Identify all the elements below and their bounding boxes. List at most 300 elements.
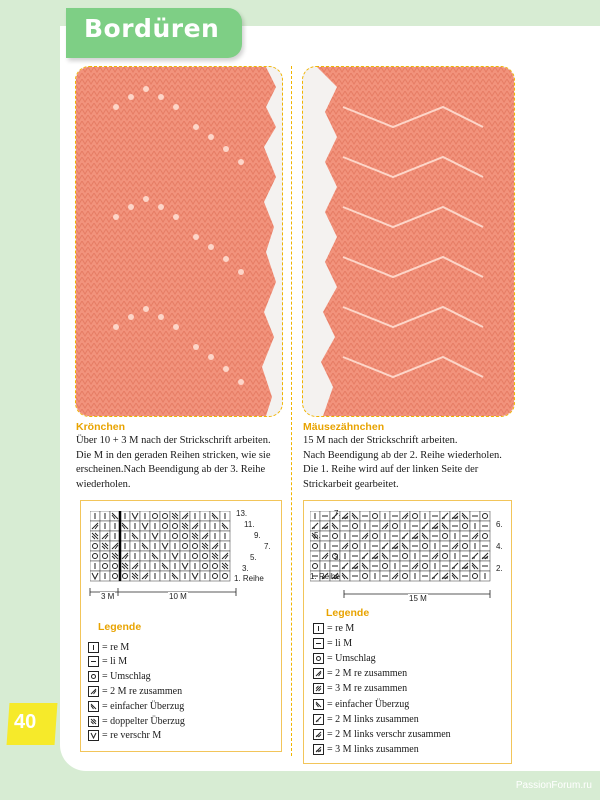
chart-cell <box>310 561 320 571</box>
chart-cell <box>340 521 350 531</box>
purl-icon <box>313 638 324 649</box>
chart-cell <box>180 541 190 551</box>
chart-cell <box>110 551 120 561</box>
chart-cell <box>350 551 360 561</box>
p2tog-tbl-icon <box>313 729 324 740</box>
chart-cell <box>370 571 380 581</box>
chart-cell <box>220 521 230 531</box>
chart-cell <box>370 531 380 541</box>
chart-cell <box>410 521 420 531</box>
chart-cell <box>120 541 130 551</box>
row-number: 5. <box>314 531 321 540</box>
knit-icon <box>313 623 324 634</box>
chart-cell <box>150 531 160 541</box>
legend-item-text: = 2 M links zusammen <box>327 713 419 725</box>
chart-cell <box>330 561 340 571</box>
chart-cell <box>110 521 120 531</box>
chart-cell <box>210 551 220 561</box>
chart-cell <box>320 531 330 541</box>
chart-cell <box>320 551 330 561</box>
chart-cell <box>410 561 420 571</box>
chart-cell <box>100 571 110 581</box>
chart-cell <box>460 541 470 551</box>
first-row-label: 1. Reihe <box>310 572 340 581</box>
chart-cell <box>180 571 190 581</box>
ssk-icon <box>88 701 99 712</box>
chart-cell <box>430 571 440 581</box>
photo-maeusezaehnchen <box>302 66 515 417</box>
yarn-over-icon <box>313 653 324 664</box>
chart-cell <box>330 541 340 551</box>
chart-cell <box>360 571 370 581</box>
chart-cell <box>340 551 350 561</box>
chart-cell <box>390 531 400 541</box>
chart-cell <box>320 521 330 531</box>
chart-cell <box>420 511 430 521</box>
chart-cell <box>210 561 220 571</box>
chart-cell <box>160 571 170 581</box>
chart-cell <box>390 511 400 521</box>
legend-item-text: = 2 M re zusammen <box>327 668 408 680</box>
chart-cell <box>130 551 140 561</box>
row-number: 13. <box>236 509 248 518</box>
legend-item <box>88 729 161 743</box>
description-line: 15 M nach der Strickschrift arbeiten. <box>303 435 458 446</box>
description-line: Die 1. Reihe wird auf der linken Seite der <box>303 464 479 475</box>
chart-cell <box>390 571 400 581</box>
chart-cell <box>190 511 200 521</box>
chart-cell <box>480 551 490 561</box>
chart-cell <box>470 521 480 531</box>
chart-cell <box>310 541 320 551</box>
chart-cell <box>200 521 210 531</box>
legend-item-text: = doppelter Überzug <box>102 715 185 727</box>
legend-title: Legende <box>98 621 142 633</box>
purl-icon <box>88 656 99 667</box>
chart-cell <box>350 521 360 531</box>
chart-cell <box>130 531 140 541</box>
chart-cell <box>370 541 380 551</box>
chart-cell <box>100 541 110 551</box>
repeat-label-main: 15 M <box>409 594 427 603</box>
chart-cell <box>450 571 460 581</box>
chart-cell <box>440 521 450 531</box>
chart-cell <box>430 561 440 571</box>
legend-item <box>313 636 352 650</box>
chart-cell <box>430 541 440 551</box>
chart-cell <box>410 511 420 521</box>
legend-item <box>88 714 185 728</box>
chart-cell <box>430 521 440 531</box>
chart-cell <box>470 561 480 571</box>
chart-cell <box>110 571 120 581</box>
chart-cell <box>340 511 350 521</box>
chart-cell <box>340 561 350 571</box>
chart-cell <box>350 511 360 521</box>
chart-cell <box>460 531 470 541</box>
chart-cell <box>470 531 480 541</box>
chart-cell <box>140 541 150 551</box>
chart-cell <box>400 551 410 561</box>
chart-cell <box>170 571 180 581</box>
chart-cell <box>140 561 150 571</box>
legend-item-text: = Umschlag <box>327 652 376 664</box>
chart-cell <box>400 571 410 581</box>
chart-cell <box>200 571 210 581</box>
chart-cell <box>410 531 420 541</box>
chart-cell <box>90 561 100 571</box>
chart-cell <box>450 541 460 551</box>
chart-cell <box>310 511 320 521</box>
description-line: wiederholen. <box>76 478 131 490</box>
legend-item <box>313 682 407 696</box>
chart-cell <box>90 511 100 521</box>
pattern-title-maeusezaehnchen: Mäusezähnchen <box>303 421 385 433</box>
legend-item <box>313 697 409 711</box>
chart-cell <box>90 571 100 581</box>
knit-icon <box>88 642 99 653</box>
chart-cell <box>340 531 350 541</box>
chart-cell <box>150 541 160 551</box>
chart-cell <box>180 521 190 531</box>
chart-cell <box>100 551 110 561</box>
chart-cell <box>360 531 370 541</box>
description-line: Über 10 + 3 M nach der Strickschrift arbeiten. <box>76 435 271 446</box>
chart-cell <box>330 521 340 531</box>
chart-cell <box>190 541 200 551</box>
chart-cell <box>180 551 190 561</box>
chart-cell <box>320 561 330 571</box>
legend-item-text: = re verschr M <box>102 730 162 742</box>
chart-cell <box>330 531 340 541</box>
knit-swatch-image-right <box>303 67 514 416</box>
chart-cell <box>150 561 160 571</box>
chart-cell <box>440 511 450 521</box>
legend-item-text: = li M <box>102 656 128 668</box>
chart-cell <box>190 571 200 581</box>
p2tog-icon <box>313 714 324 725</box>
chart-cell <box>400 561 410 571</box>
chart-cell <box>100 531 110 541</box>
chart-cell <box>190 531 200 541</box>
pattern-description-kroenchen <box>76 434 281 492</box>
ssk-icon <box>313 699 324 710</box>
chart-cell <box>220 561 230 571</box>
legend-item-text: = 3 M re zusammen <box>327 683 408 695</box>
description-line: Die M in den geraden Reihen stricken, wie sie <box>76 449 271 461</box>
chart-cell <box>180 511 190 521</box>
chart-cell <box>430 511 440 521</box>
legend-item <box>313 621 354 635</box>
chart-cell <box>470 511 480 521</box>
chart-cell <box>350 561 360 571</box>
legend-item <box>313 727 451 741</box>
legend-item <box>88 684 182 698</box>
chart-cell <box>200 541 210 551</box>
chart-cell <box>120 531 130 541</box>
legend-item-text: = li M <box>327 637 353 649</box>
chart-cell <box>450 561 460 571</box>
chart-cell <box>130 561 140 571</box>
chart-cell <box>140 531 150 541</box>
row-number: 7. <box>264 542 271 551</box>
chart-cell <box>220 531 230 541</box>
chart-cell <box>190 551 200 561</box>
page-number: 40 <box>14 711 37 733</box>
chart-cell <box>210 571 220 581</box>
knit-swatch-image-left <box>76 67 282 416</box>
knit-tbl-icon <box>88 730 99 741</box>
chart-cell <box>90 531 100 541</box>
chart-cell <box>130 511 140 521</box>
chart-cell <box>210 511 220 521</box>
chart-cell <box>390 551 400 561</box>
chart-cell <box>160 521 170 531</box>
column-divider <box>291 66 292 756</box>
description-line: Nach Beendigung ab der 2. Reihe wiederholen. <box>303 449 502 461</box>
chart-cell <box>90 521 100 531</box>
chart-cell <box>170 561 180 571</box>
chart-cell <box>320 541 330 551</box>
chart-cell <box>460 521 470 531</box>
legend-item <box>88 699 184 713</box>
row-number: 3. <box>334 553 341 562</box>
chart-cell <box>160 561 170 571</box>
chart-cell <box>170 511 180 521</box>
legend-item <box>88 640 129 654</box>
description-line: erscheinen.Nach Beendigung ab der 3. Reihe <box>76 464 266 475</box>
chart-cell <box>170 531 180 541</box>
chart-cell <box>420 531 430 541</box>
chart-cell <box>310 521 320 531</box>
legend-item-text: = 2 M links verschr zusammen <box>327 728 451 740</box>
chart-cell <box>200 561 210 571</box>
pattern-description-maeusezaehnchen <box>303 434 513 492</box>
chart-cell <box>110 511 120 521</box>
chart-cell <box>140 521 150 531</box>
chart-cell <box>170 521 180 531</box>
chart-cell <box>220 551 230 561</box>
chart-cell <box>380 571 390 581</box>
k3tog-icon <box>313 683 324 694</box>
legend-item <box>313 743 419 757</box>
chart-cell <box>390 541 400 551</box>
first-row-label: 1. Reihe <box>234 574 264 583</box>
chart-cell <box>390 561 400 571</box>
chart-cell <box>440 531 450 541</box>
chart-cell <box>370 521 380 531</box>
chart-cell <box>420 561 430 571</box>
p3tog-icon <box>313 744 324 755</box>
chart-cell <box>480 561 490 571</box>
chart-cell <box>480 521 490 531</box>
chart-cell <box>360 541 370 551</box>
chart-cell <box>360 561 370 571</box>
row-number: 11. <box>244 520 255 529</box>
legend-item <box>313 667 407 681</box>
chart-cell <box>150 511 160 521</box>
chart-cell <box>480 571 490 581</box>
repeat-label-edge: 3 M <box>101 592 115 601</box>
watermark: PassionForum.ru <box>515 780 592 791</box>
chart-cell <box>400 521 410 531</box>
repeat-label-main: 10 M <box>169 592 187 601</box>
chart-cell <box>140 511 150 521</box>
row-number: 5. <box>250 553 257 562</box>
chart-cell <box>200 511 210 521</box>
chart-cell <box>170 541 180 551</box>
chart-cell <box>170 551 180 561</box>
chart-cell <box>210 541 220 551</box>
page-title: Bordüren <box>84 14 220 43</box>
legend-item-text: = re M <box>327 622 355 634</box>
chart-cell <box>390 521 400 531</box>
k2tog-icon <box>88 686 99 697</box>
chart-cell <box>220 571 230 581</box>
chart-cell <box>370 561 380 571</box>
double-decrease-icon <box>88 716 99 727</box>
chart-cell <box>100 561 110 571</box>
chart-cell <box>430 551 440 561</box>
chart-cell <box>400 531 410 541</box>
chart-cell <box>470 551 480 561</box>
chart-cell <box>380 511 390 521</box>
chart-cell <box>150 521 160 531</box>
chart-cell <box>480 511 490 521</box>
chart-cell <box>310 551 320 561</box>
chart-cell <box>380 521 390 531</box>
chart-cell <box>440 541 450 551</box>
chart-cell <box>220 541 230 551</box>
legend-item <box>313 712 419 726</box>
chart-cell <box>160 541 170 551</box>
chart-cell <box>120 511 130 521</box>
chart-cell <box>210 521 220 531</box>
chart-cell <box>130 521 140 531</box>
chart-cell <box>380 531 390 541</box>
chart-cell <box>150 551 160 561</box>
chart-cell <box>470 541 480 551</box>
chart-cell <box>480 541 490 551</box>
chart-cell <box>320 511 330 521</box>
chart-cell <box>130 541 140 551</box>
chart-cell <box>120 521 130 531</box>
chart-cell <box>380 541 390 551</box>
row-number: 2. <box>496 564 503 573</box>
chart-cell <box>360 511 370 521</box>
chart-cell <box>120 551 130 561</box>
chart-cell <box>360 551 370 561</box>
chart-cell <box>150 571 160 581</box>
chart-cell <box>410 551 420 561</box>
chart-cell <box>180 531 190 541</box>
chart-cell <box>410 541 420 551</box>
chart-cell <box>140 551 150 561</box>
legend-title: Legende <box>326 607 370 619</box>
chart-cell <box>180 561 190 571</box>
row-number: 3. <box>242 564 249 573</box>
row-number: 6. <box>496 520 503 529</box>
chart-cell <box>210 531 220 541</box>
photo-kroenchen <box>75 66 283 417</box>
legend-item <box>88 655 127 669</box>
chart-cell <box>190 521 200 531</box>
legend-item-text: = einfacher Überzug <box>327 698 410 710</box>
chart-cell <box>160 531 170 541</box>
chart-cell <box>430 531 440 541</box>
row-number: 4. <box>496 542 503 551</box>
chart-cell <box>110 541 120 551</box>
chart-cell <box>380 561 390 571</box>
k2tog-icon <box>313 668 324 679</box>
chart-cell <box>220 511 230 521</box>
chart-cell <box>440 571 450 581</box>
chart-cell <box>350 531 360 541</box>
chart-cell <box>420 571 430 581</box>
chart-cell <box>450 521 460 531</box>
chart-cell <box>370 511 380 521</box>
chart-cell <box>460 571 470 581</box>
chart-cell <box>440 561 450 571</box>
chart-cell <box>420 521 430 531</box>
chart-cell <box>90 551 100 561</box>
chart-cell <box>340 571 350 581</box>
description-line: Strickarbeit gearbeitet. <box>303 478 399 490</box>
chart-cell <box>200 551 210 561</box>
chart-cell <box>480 531 490 541</box>
chart-cell <box>140 571 150 581</box>
legend-item-text: = 2 M re zusammen <box>102 685 183 697</box>
chart-cell <box>370 551 380 561</box>
legend-item-text: = 3 M links zusammen <box>327 744 419 756</box>
yarn-over-icon <box>88 671 99 682</box>
chart-cell <box>100 511 110 521</box>
pattern-title-kroenchen: Krönchen <box>76 421 126 433</box>
chart-cell <box>460 551 470 561</box>
chart-cell <box>130 571 140 581</box>
legend-item-text: = einfacher Überzug <box>102 700 185 712</box>
chart-cell <box>350 571 360 581</box>
chart-cell <box>360 521 370 531</box>
chart-cell <box>120 561 130 571</box>
stitch-chart-kroenchen <box>90 511 240 583</box>
chart-cell <box>100 521 110 531</box>
chart-cell <box>450 551 460 561</box>
chart-cell <box>350 541 360 551</box>
chart-cell <box>340 541 350 551</box>
chart-cell <box>380 551 390 561</box>
chart-cell <box>450 511 460 521</box>
chart-cell <box>160 551 170 561</box>
chart-cell <box>160 511 170 521</box>
chart-cell <box>110 561 120 571</box>
chart-cell <box>420 541 430 551</box>
legend-item-text: = Umschlag <box>102 671 151 683</box>
chart-cell <box>450 531 460 541</box>
chart-cell <box>470 571 480 581</box>
chart-cell <box>460 511 470 521</box>
legend-item <box>313 651 376 665</box>
legend-item <box>88 670 151 684</box>
chart-cell <box>200 531 210 541</box>
chart-cell <box>120 571 130 581</box>
chart-cell <box>90 541 100 551</box>
chart-cell <box>110 531 120 541</box>
chart-cell <box>400 541 410 551</box>
chart-cell <box>190 561 200 571</box>
chart-cell <box>440 551 450 561</box>
chart-cell <box>410 571 420 581</box>
